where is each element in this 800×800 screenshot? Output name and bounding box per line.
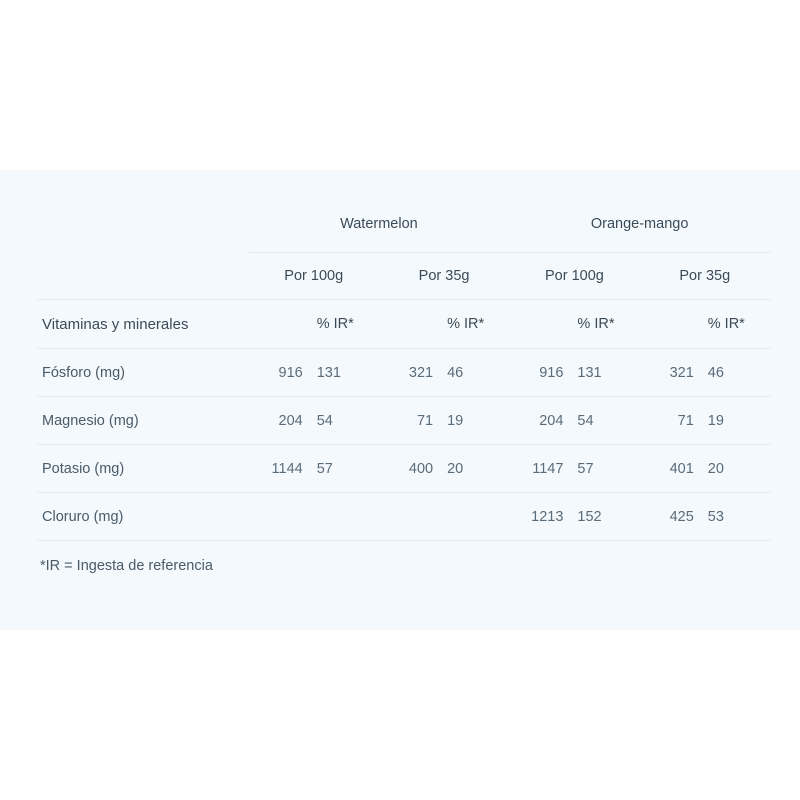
- section-spacer-3: [509, 300, 575, 349]
- row-value: 46: [445, 349, 509, 397]
- row-value: 204: [249, 397, 315, 445]
- row-value: 131: [315, 349, 379, 397]
- table-row: [38, 397, 770, 445]
- row-label: Fósforo (mg): [38, 349, 249, 397]
- row-value: 20: [445, 445, 509, 493]
- group-header-spacer: [38, 200, 249, 253]
- section-header-row: [38, 300, 770, 349]
- table-row: [38, 445, 770, 493]
- row-value: 425: [640, 493, 706, 541]
- section-spacer-1: [249, 300, 315, 349]
- row-value: 57: [315, 445, 379, 493]
- row-value: 916: [249, 349, 315, 397]
- table-row: [38, 493, 770, 541]
- row-value: [379, 493, 445, 541]
- row-value: [445, 493, 509, 541]
- pct-header-watermelon-35g: % IR*: [445, 300, 509, 349]
- row-value: 401: [640, 445, 706, 493]
- serving-header-orange-mango-35g: Por 35g: [640, 253, 770, 300]
- row-value: 1147: [509, 445, 575, 493]
- serving-header-row: [38, 253, 770, 300]
- group-header-row: [38, 200, 770, 253]
- serving-header-watermelon-35g: Por 35g: [379, 253, 509, 300]
- row-label: Cloruro (mg): [38, 493, 249, 541]
- row-value: 54: [575, 397, 639, 445]
- row-label: Potasio (mg): [38, 445, 249, 493]
- row-value: 71: [640, 397, 706, 445]
- section-spacer-4: [640, 300, 706, 349]
- row-value: 1144: [249, 445, 315, 493]
- section-spacer-2: [379, 300, 445, 349]
- row-value: 321: [640, 349, 706, 397]
- row-value: 46: [706, 349, 770, 397]
- row-value: 57: [575, 445, 639, 493]
- row-value: 131: [575, 349, 639, 397]
- row-value: 54: [315, 397, 379, 445]
- nutrition-table: [38, 200, 770, 541]
- group-header-watermelon: Watermelon: [249, 200, 510, 253]
- table-row: [38, 349, 770, 397]
- row-value: 321: [379, 349, 445, 397]
- row-value: 19: [445, 397, 509, 445]
- row-value: [249, 493, 315, 541]
- row-value: 20: [706, 445, 770, 493]
- footnote: *IR = Ingesta de referencia: [40, 558, 213, 574]
- serving-header-spacer: [38, 253, 249, 300]
- row-label: Magnesio (mg): [38, 397, 249, 445]
- serving-header-watermelon-100g: Por 100g: [249, 253, 379, 300]
- row-value: 1213: [509, 493, 575, 541]
- nutrition-panel: [0, 170, 800, 630]
- serving-header-orange-mango-100g: Por 100g: [509, 253, 639, 300]
- pct-header-orange-mango-35g: % IR*: [706, 300, 770, 349]
- row-value: 204: [509, 397, 575, 445]
- row-value: 152: [575, 493, 639, 541]
- section-title: Vitaminas y minerales: [38, 300, 249, 349]
- row-value: 916: [509, 349, 575, 397]
- pct-header-watermelon-100g: % IR*: [315, 300, 379, 349]
- row-value: 71: [379, 397, 445, 445]
- row-value: 400: [379, 445, 445, 493]
- row-value: 19: [706, 397, 770, 445]
- row-value: [315, 493, 379, 541]
- pct-header-orange-mango-100g: % IR*: [575, 300, 639, 349]
- group-header-orange-mango: Orange-mango: [509, 200, 770, 253]
- row-value: 53: [706, 493, 770, 541]
